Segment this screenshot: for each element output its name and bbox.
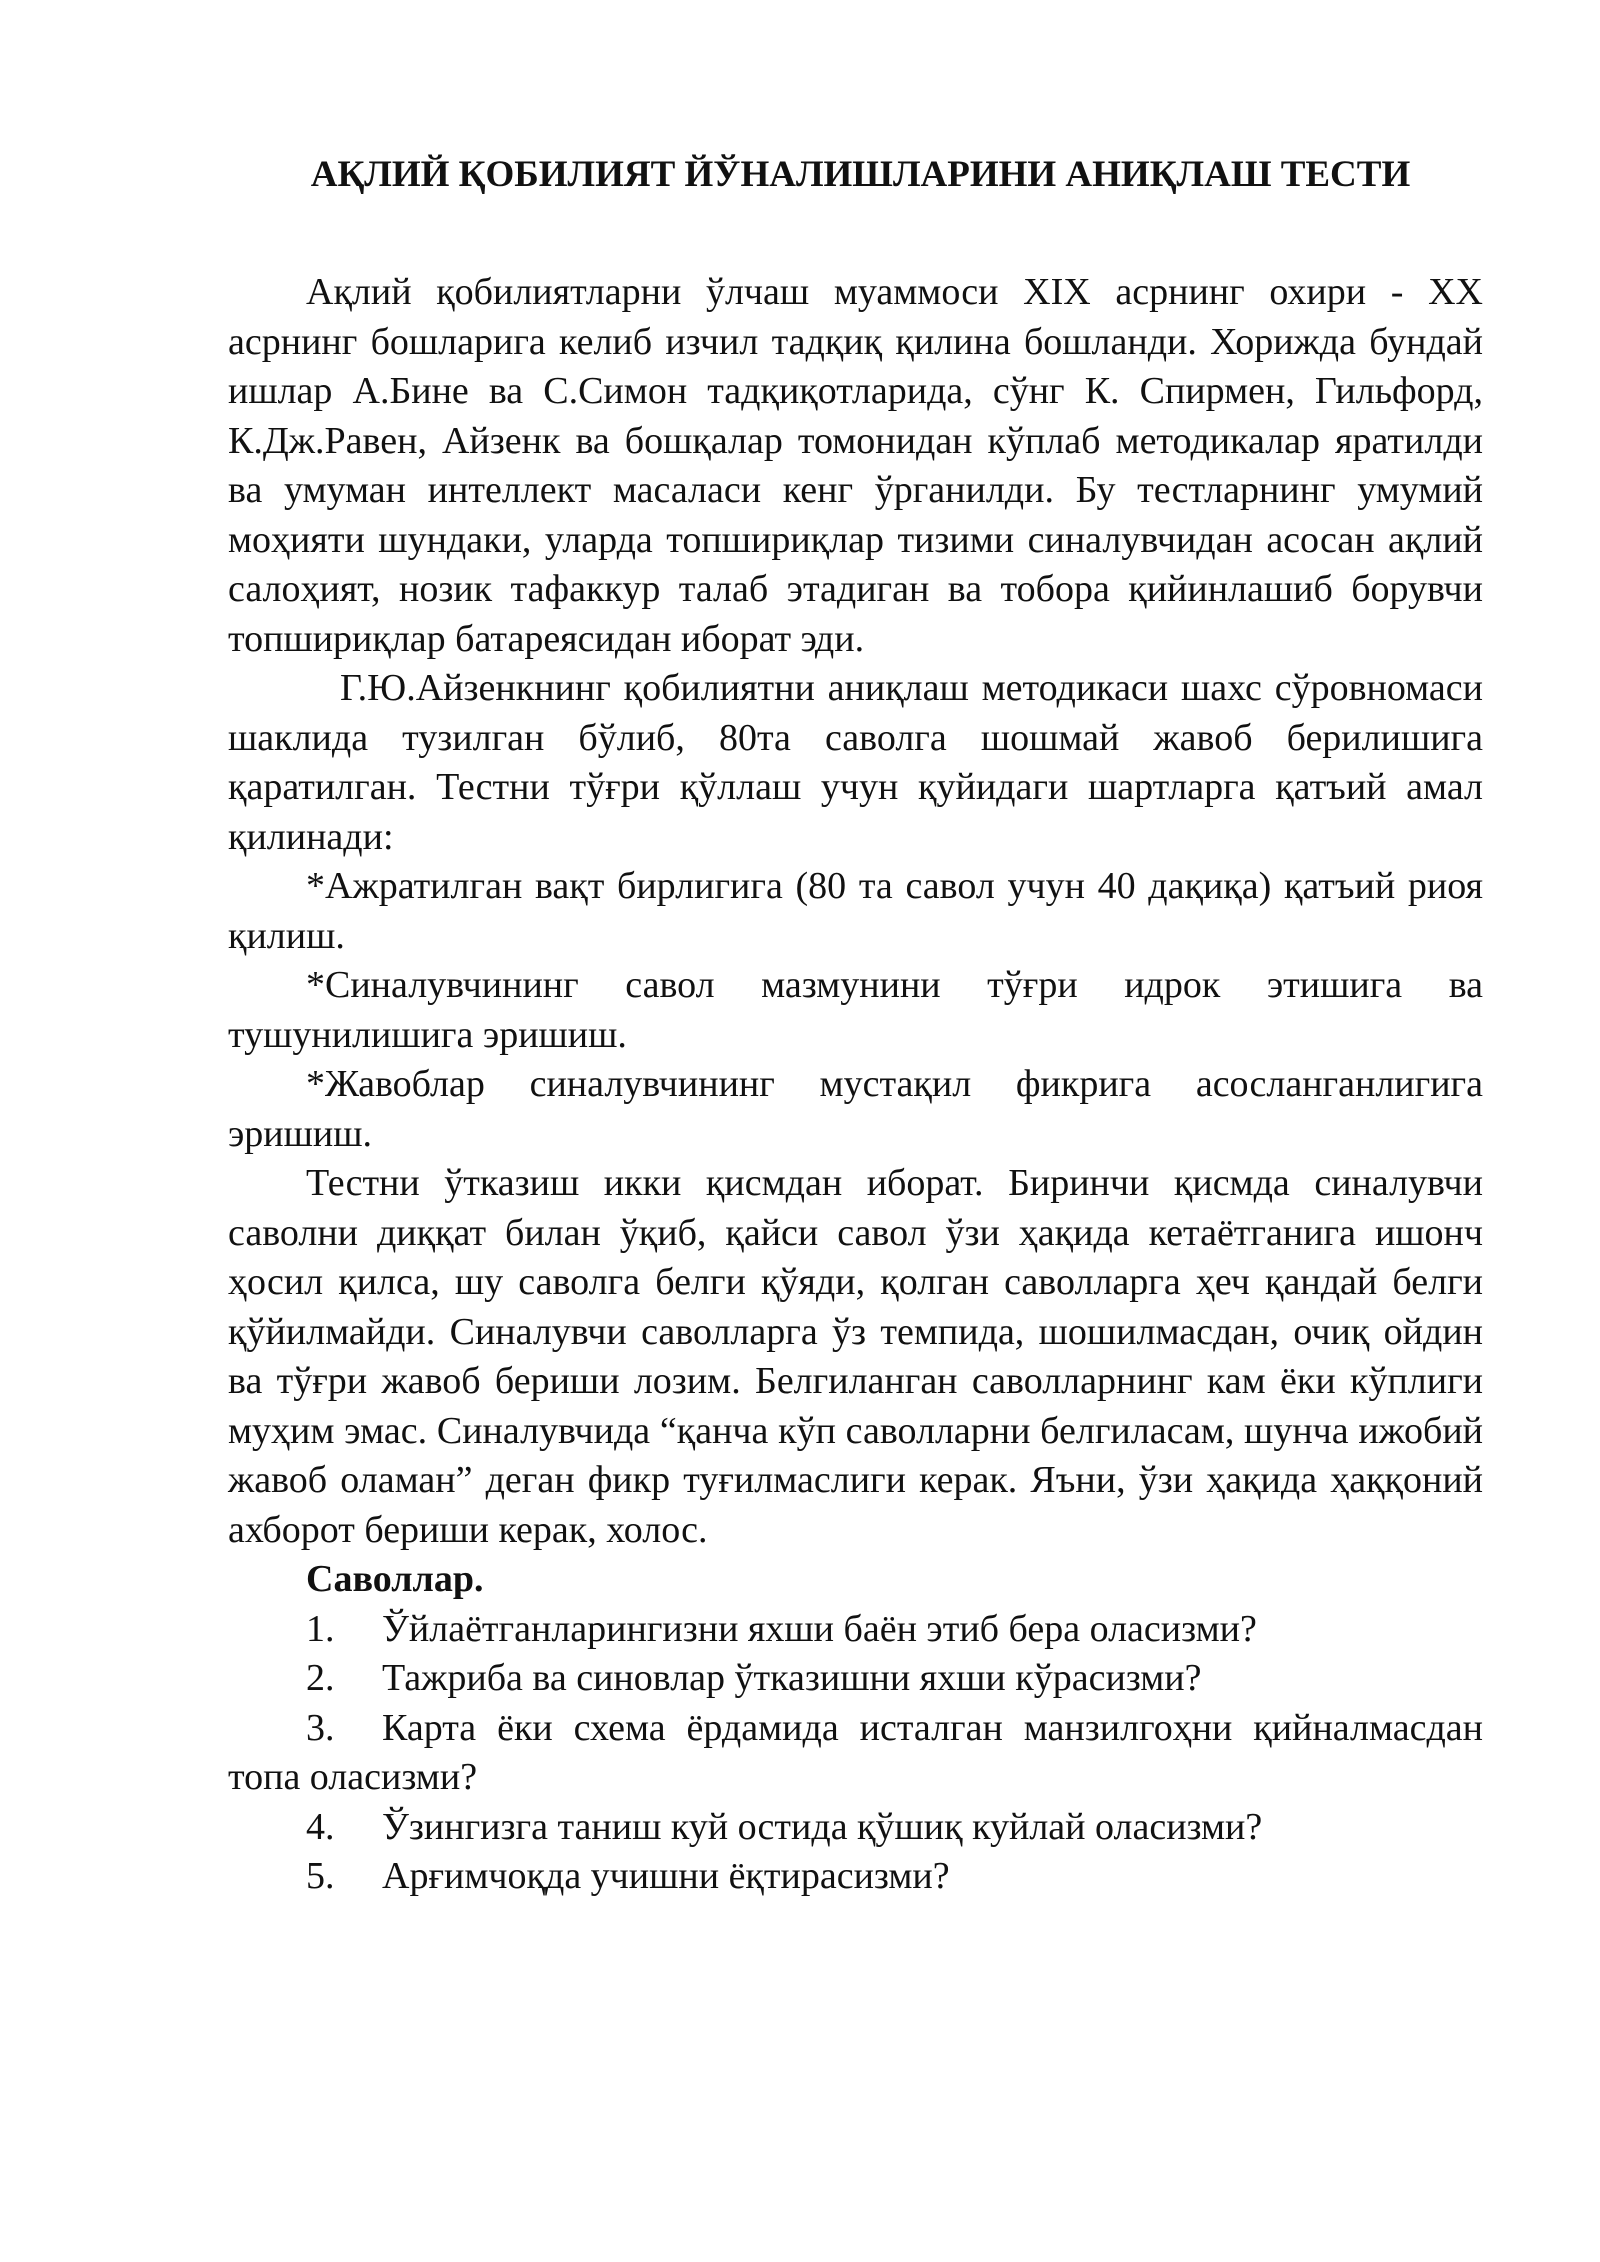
question-text: Тажриба ва синовлар ўтказишни яхши кўрасизми? (382, 1657, 1202, 1699)
paragraph-eysenck: Г.Ю.Айзенкнинг қобилиятни аниқлаш методикаси шахс сўровномаси шаклида тузилган бўлиб, 80та саволга шошмай жавоб берилишига қаратилган. Тестни тўғри қўллаш учун қуйидаги шартларга қатъий амал қилинади: (228, 667, 1483, 858)
paragraph-rule-time: *Ажратилган вақт бирлигига (80 та савол учун 40 дақиқа) қатъий риоя қилиш. (228, 865, 1483, 957)
paragraph-intro: Ақлий қобилиятларни ўлчаш муаммоси XIX асрнинг охири - XX асрнинг бошларига келиб изчил тадқиқ қилина бошланди. Хорижда бундай ишлар А.Бине ва С.Симон тадқиқотларида, сўнг К. Спирмен, Гильфорд, К.Дж.Равен, Айзенк ва бошқалар томонидан кўплаб методикалар яратилди ва умуман интеллект масаласи кенг ўрганилди. Бу тестларнинг умумий моҳияти шундаки, уларда топшириқлар тизими синалувчидан асосан ақлий салоҳият, нозик тафаккур талаб этадиган ва тобора қийинлашиб борувчи топшириқлар батареясидан иборат эди. (228, 271, 1483, 660)
question-number: 3. (306, 1706, 335, 1749)
document-body (228, 268, 1483, 1902)
paragraph-rule-understanding: *Синалувчининг савол мазмунини тўғри идрок этишига ва тушунилишига эришиш. (228, 964, 1483, 1056)
question-number: 1. (306, 1607, 335, 1650)
question-text: Ўзингизга таниш куй остида қўшиқ куйлай оласизми? (382, 1805, 1263, 1848)
question-number: 5. (306, 1855, 335, 1897)
question-text: Карта ёки схема ёрдамида исталган манзилгоҳни қийналмасдан топа оласизми? (228, 1706, 1483, 1798)
document-page (228, 150, 1483, 1902)
question-item (228, 1852, 1483, 1902)
paragraph-procedure: Тестни ўтказиш икки қисмдан иборат. Биринчи қисмда синалувчи саволни диққат билан ўқиб, қайси савол ўзи ҳақида кетаётганига ишонч ҳосил қилса, шу саволга белги қўяди, қолган саволларга ҳеч қандай белги қўйилмайди. Синалувчи саволларга ўз темпида, шошилмасдан, очиқ ойдин ва тўғри жавоб бериши лозим. Белгиланган саволларнинг кам ёки кўплиги муҳим эмас. Синалувчида “қанча кўп саволларни белгиласам, шунча ижобий жавоб оламан” деган фикр туғилмаслиги керак. Яъни, ўзи ҳақида ҳаққоний ахборот бериши керак, холос. (228, 1162, 1483, 1551)
question-number: 2. (306, 1657, 335, 1699)
question-text: Ўйлаётганларингизни яхши баён этиб бера оласизми? (382, 1607, 1257, 1650)
question-item (228, 1605, 1483, 1655)
question-text: Арғимчоқда учишни ёқтирасизми? (382, 1855, 950, 1897)
question-number: 4. (306, 1805, 335, 1848)
question-item (228, 1803, 1483, 1853)
document-title: АҚЛИЙ ҚОБИЛИЯТ ЙЎНАЛИШЛАРИНИ АНИҚЛАШ ТЕСТИ (310, 154, 1411, 195)
questions-heading: Саволлар. (306, 1558, 484, 1600)
question-item (228, 1654, 1483, 1704)
paragraph-rule-independence: *Жавоблар синалувчининг мустақил фикрига асосланганлигига эришиш. (228, 1063, 1483, 1155)
question-item (228, 1704, 1483, 1803)
